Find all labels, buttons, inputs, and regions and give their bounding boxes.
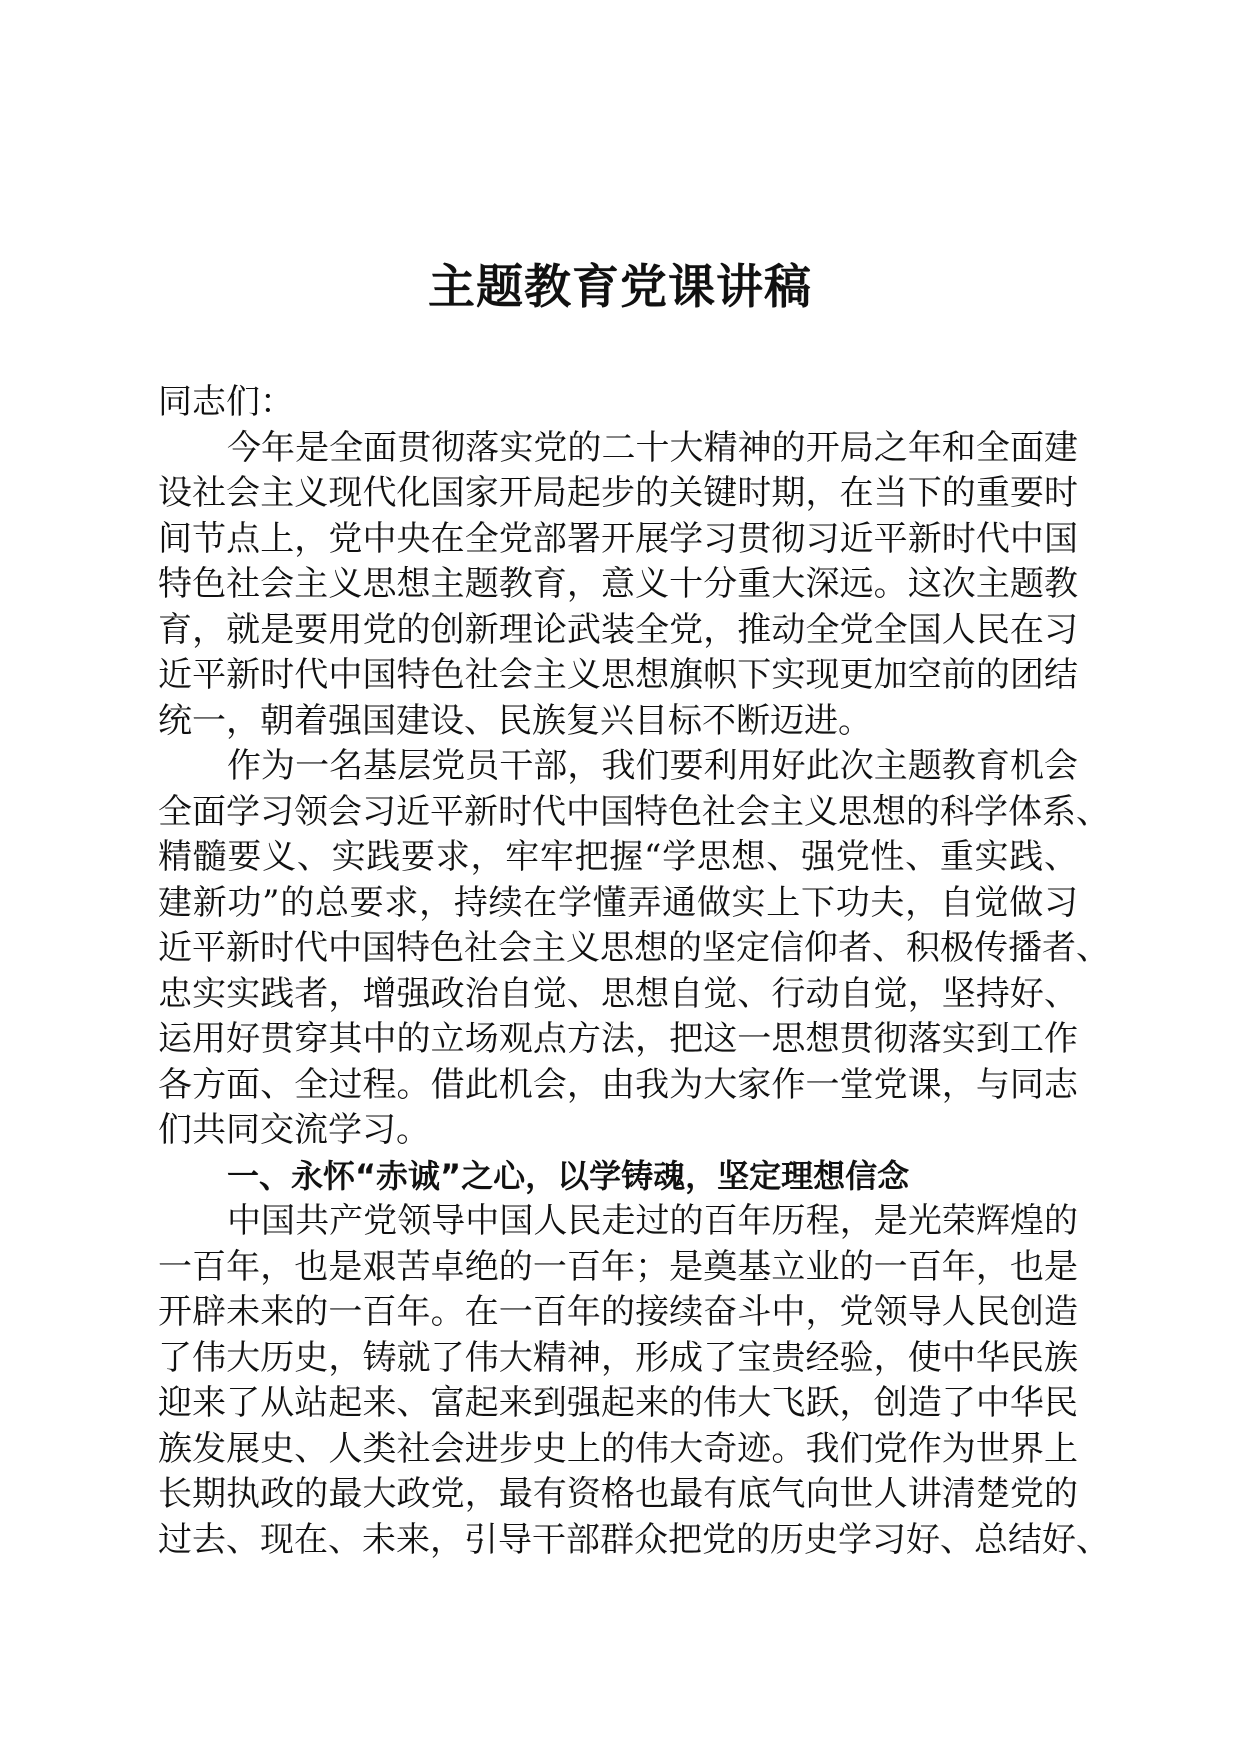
paragraph-party-history [158,1199,1110,1563]
paragraph-line: 们共同交流学习。 [158,1110,430,1150]
paragraph-line: 开辟未来的一百年。在一百年的接续奋斗中，党领导人民创造 [158,1292,1078,1332]
paragraph-intro [158,426,1078,745]
paragraph-cadre-role [158,744,1110,1154]
paragraph-line: 作为一名基层党员干部，我们要利用好此次主题教育机会 [227,746,1078,786]
paragraph-line: 过去、现在、未来，引导干部群众把党的历史学习好、总结好、 [158,1519,1110,1560]
paragraph-line: 忠实实践者，增强政治自觉、思想自觉、行动自觉，坚持好、 [158,973,1078,1014]
paragraph-line: 中国共产党领导中国人民走过的百年历程，是光荣辉煌的 [227,1201,1078,1241]
document-title: 主题教育党课讲稿 [428,260,812,315]
paragraph-line: 族发展史、人类社会进步史上的伟大奇迹。我们党作为世界上 [158,1428,1078,1469]
paragraph-line: 一百年，也是艰苦卓绝的一百年；是奠基立业的一百年，也是 [158,1246,1078,1287]
paragraph-line: 特色社会主义思想主题教育，意义十分重大深远。这次主题教 [158,564,1078,604]
paragraph-line: 近平新时代中国特色社会主义思想的坚定信仰者、积极传播者、 [158,928,1110,968]
paragraph-line: 育，就是要用党的创新理论武装全党，推动全党全国人民在习 [158,609,1078,650]
paragraph-line: 长期执政的最大政党，最有资格也最有底气向世人讲清楚党的 [158,1474,1078,1514]
document-body [158,380,1110,1563]
paragraph-line: 迎来了从站起来、富起来到强起来的伟大飞跃，创造了中华民 [158,1383,1078,1423]
paragraph-line: 运用好贯穿其中的立场观点方法，把这一思想贯彻落实到工作 [158,1019,1078,1059]
paragraph-line: 今年是全面贯彻落实党的二十大精神的开局之年和全面建 [227,427,1078,468]
paragraph-line: 设社会主义现代化国家开局起步的关键时期，在当下的重要时 [158,473,1078,513]
paragraph-line: 间节点上，党中央在全党部署开展学习贯彻习近平新时代中国 [158,518,1078,559]
paragraph-line: 精髓要义、实践要求，牢牢把握“学思想、强党性、重实践、 [158,837,1078,877]
paragraph-line: 全面学习领会习近平新时代中国特色社会主义思想的科学体系、 [158,791,1110,832]
paragraph-line: 建新功”的总要求，持续在学懂弄通做实上下功夫，自觉做习 [158,882,1078,923]
section-heading: 一、永怀“赤诚”之心，以学铸魂，坚定理想信念 [227,1156,910,1195]
paragraph-line: 了伟大历史，铸就了伟大精神，形成了宝贵经验，使中华民族 [158,1337,1078,1378]
paragraph-line: 统一，朝着强国建设、民族复兴目标不断迈进。 [158,700,872,741]
salutation: 同志们： [158,382,294,422]
paragraph-line: 近平新时代中国特色社会主义思想旗帜下实现更加空前的团结 [158,655,1078,695]
paragraph-line: 各方面、全过程。借此机会，由我为大家作一堂党课，与同志 [158,1064,1078,1105]
